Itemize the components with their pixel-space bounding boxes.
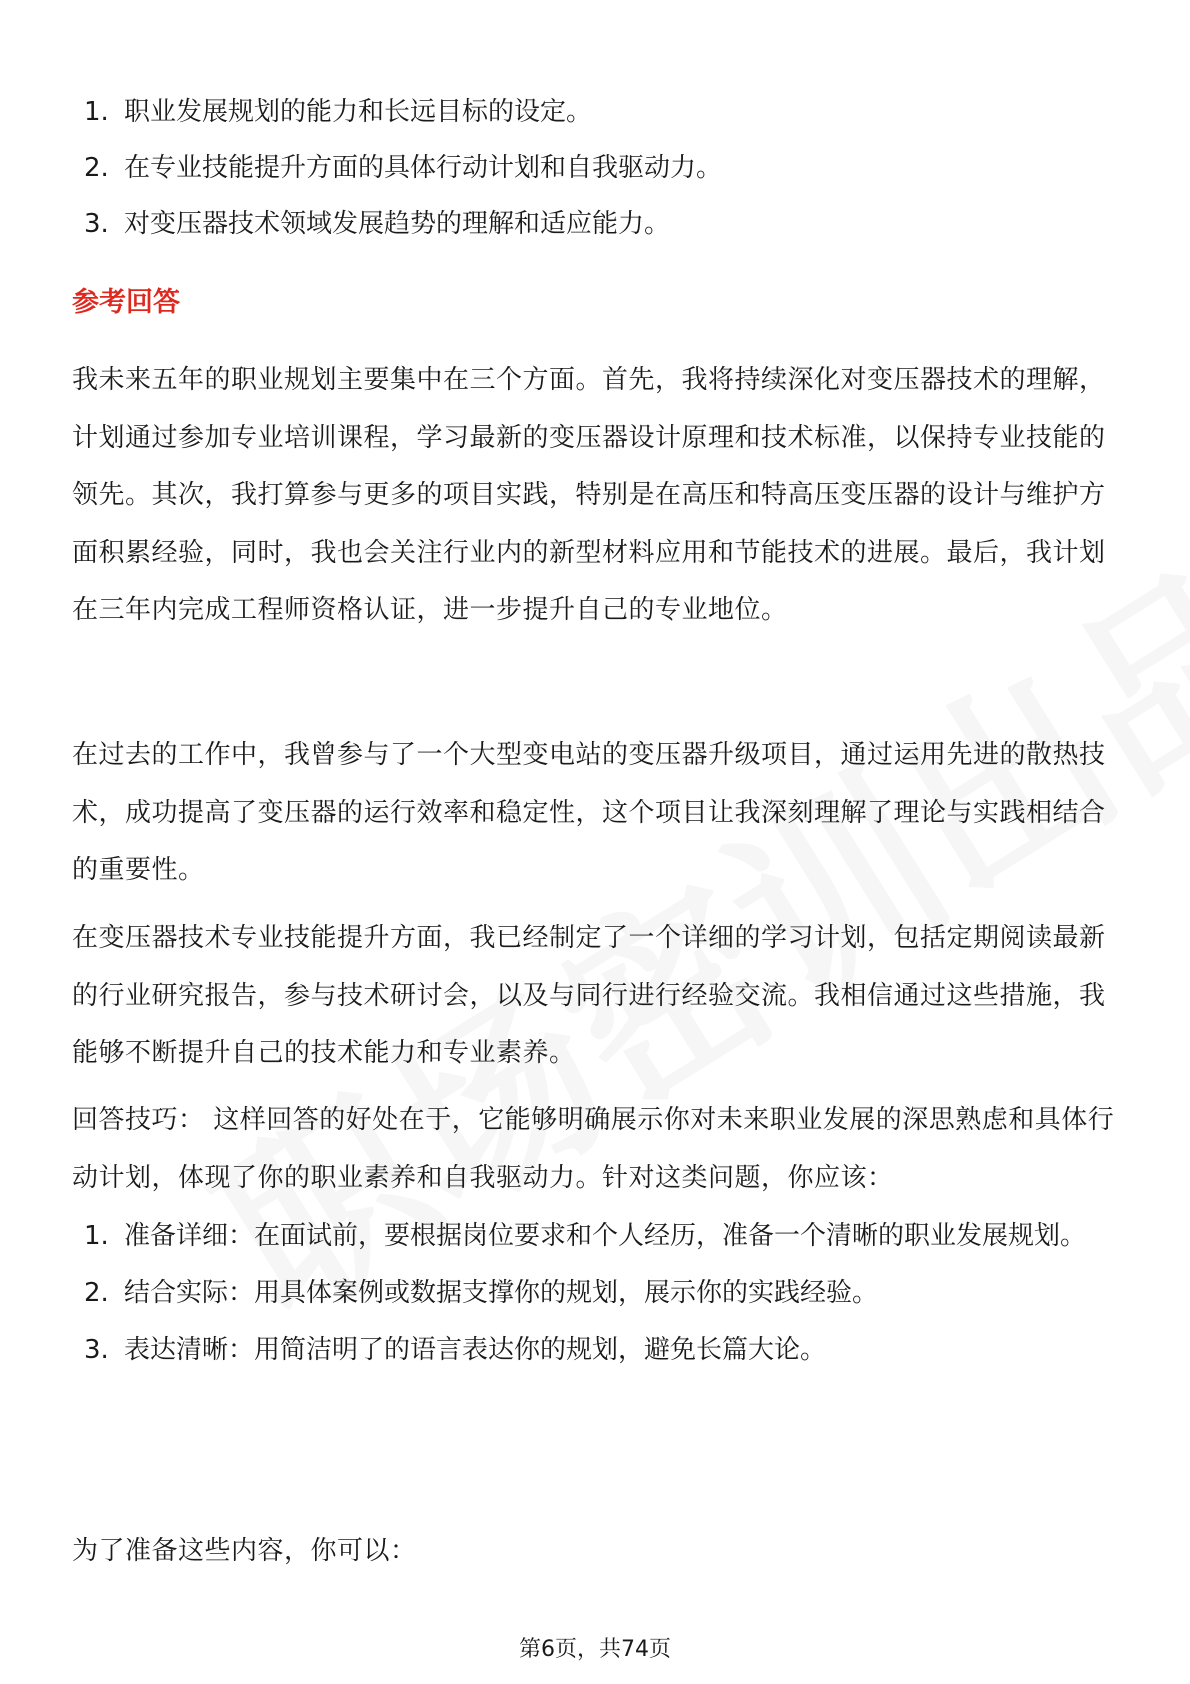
answer-paragraph: 在过去的工作中，我曾参与了一个大型变电站的变压器升级项目，通过运用先进的散热技术，成功提高了变压器的运行效率和稳定性，这个项目让我深刻理解了理论与实践相结合的重要性。 [72, 740, 1106, 885]
answer-paragraph: 我未来五年的职业规划主要集中在三个方面。首先，我将持续深化对变压器技术的理解，计划通过参加专业培训课程，学习最新的变压器设计原理和技术标准，以保持专业技能的领先。其次，我打算参与更多的项目实践，特别是在高压和特高压变压器的设计与维护方面积累经验，同时，我也会关注行业内的新型材料应用和节能技术的进展。最后，我计划在三年内完成工程师资格认证，进一步提升自己的专业地位。 [72, 365, 1106, 625]
section-heading-reference-answer: 参考回答 [72, 287, 180, 318]
evaluation-points-list [72, 84, 1122, 252]
answer-paragraph: 在变压器技术专业技能提升方面，我已经制定了一个详细的学习计划，包括定期阅读最新的行业研究报告，参与技术研讨会，以及与同行进行经验交流。我相信通过这些措施，我能够不断提升自己的技术能力和专业素养。 [72, 923, 1106, 1068]
list-item: 3. 表达清晰：用简洁明了的语言表达你的规划，避免长篇大论。 [84, 1335, 827, 1365]
list-item: 3. 对变压器技术领域发展趋势的理解和适应能力。 [84, 209, 671, 239]
list-item: 1. 准备详细：在面试前，要根据岗位要求和个人经历，准备一个清晰的职业发展规划。 [84, 1221, 1087, 1251]
closing-paragraph: 为了准备这些内容，你可以： [72, 1536, 417, 1566]
list-item: 2. 在专业技能提升方面的具体行动计划和自我驱动力。 [84, 153, 723, 183]
tips-list [72, 1208, 1122, 1379]
list-item: 2. 结合实际：用具体案例或数据支撑你的规划，展示你的实践经验。 [84, 1278, 879, 1308]
page-number-footer: 第6页，共74页 [519, 1637, 671, 1662]
list-item: 1. 职业发展规划的能力和长远目标的设定。 [84, 97, 593, 127]
answer-tips-paragraph: 回答技巧： 这样回答的好处在于，它能够明确展示你对未来职业发展的深思熟虑和具体行动计划，体现了你的职业素养和自我驱动力。针对这类问题，你应该： [72, 1105, 1115, 1193]
